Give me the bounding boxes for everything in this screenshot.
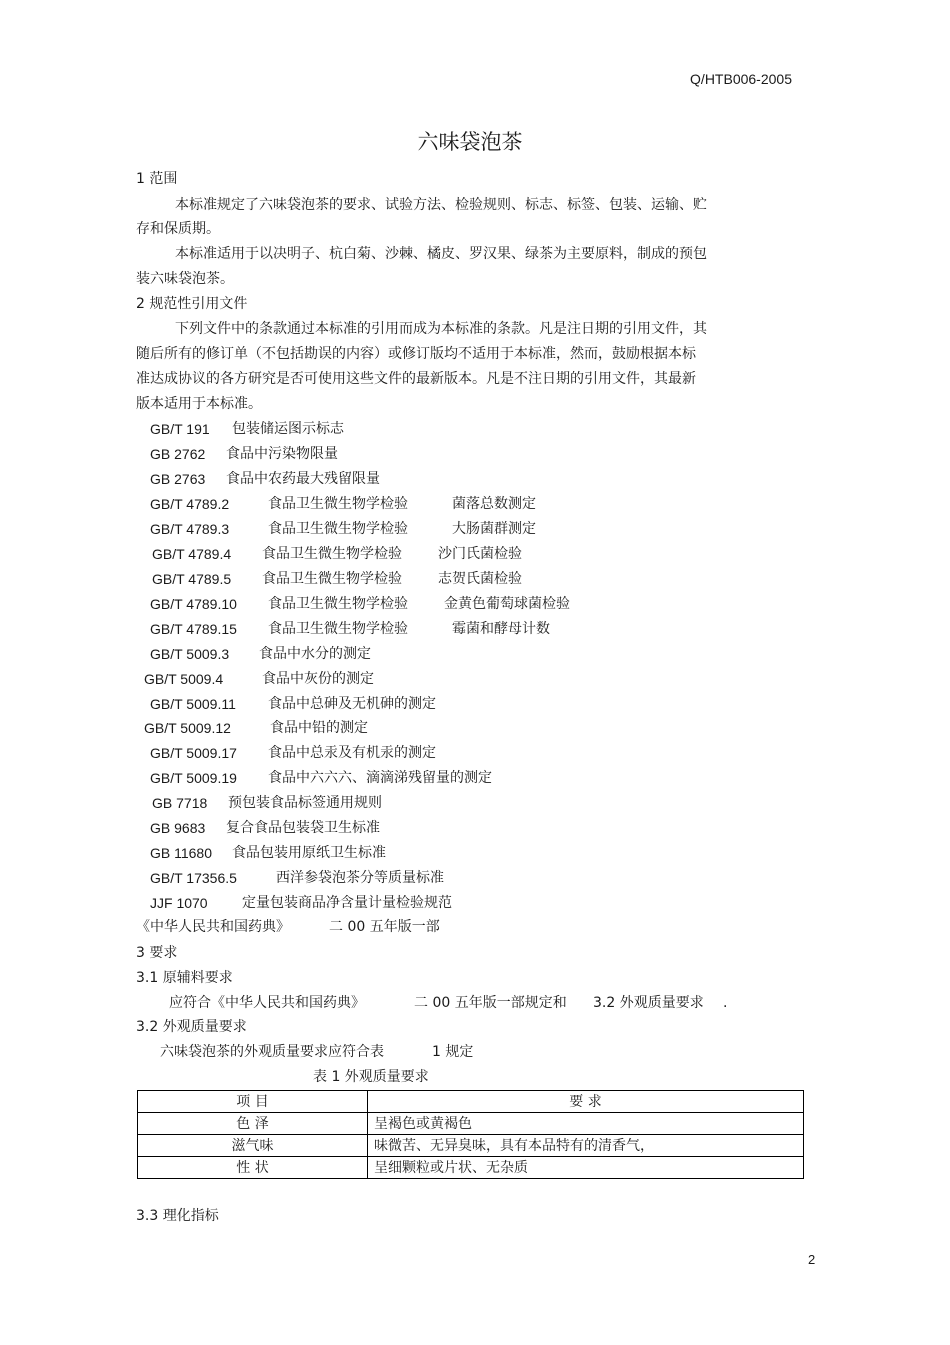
section-1-paragraph-2-line-2: 装六味袋泡茶。 — [136, 271, 234, 287]
reference-code: GB/T 5009.17 — [150, 745, 237, 761]
table-cell-item: 色 泽 — [138, 1113, 368, 1135]
reference-code: GB 11680 — [150, 845, 213, 861]
reference-name: 食品中农药最大残留限量 — [226, 471, 380, 487]
table-cell-item: 滋气味 — [138, 1135, 368, 1157]
reference-name: 食品卫生微生物学检验 — [262, 546, 402, 562]
table-header-requirement: 要 求 — [368, 1091, 804, 1113]
table-header-item: 项 目 — [138, 1091, 368, 1113]
reference-name: 食品卫生微生物学检验 — [268, 496, 408, 512]
table-cell-requirement: 呈褐色或黄褐色 — [368, 1113, 804, 1135]
reference-name: 食品卫生微生物学检验 — [268, 621, 408, 637]
reference-code: GB/T 4789.4 — [152, 546, 232, 562]
reference-code: GB/T 5009.4 — [144, 671, 224, 687]
reference-subtitle: 菌落总数测定 — [452, 496, 536, 512]
reference-name: 食品中总汞及有机汞的测定 — [268, 745, 436, 761]
reference-name: 包装储运图示标志 — [232, 421, 344, 437]
document-title: 六味袋泡茶 — [417, 130, 523, 154]
section-2-paragraph-line-4: 版本适用于本标准。 — [136, 396, 262, 412]
reference-name: 食品卫生微生物学检验 — [268, 596, 408, 612]
section-2-heading: 2 规范性引用文件 — [136, 296, 248, 312]
section-3-2-heading: 3.2 外观质量要求 — [136, 1019, 247, 1035]
reference-subtitle: 沙门氏菌检验 — [438, 546, 522, 562]
reference-name: 食品卫生微生物学检验 — [268, 521, 408, 537]
table-header-row — [138, 1091, 804, 1113]
reference-name: 定量包装商品净含量计量检验规范 — [242, 895, 452, 911]
reference-code: GB/T 5009.3 — [150, 646, 230, 662]
pharmacopoeia-reference-edition: 二 00 五年版一部 — [329, 919, 440, 935]
reference-code: GB/T 5009.12 — [144, 720, 231, 736]
reference-code: GB/T 5009.11 — [150, 696, 236, 712]
reference-code: GB 2762 — [150, 446, 206, 462]
section-3-1-text-cross-reference: 3.2 外观质量要求 — [593, 995, 704, 1011]
reference-name: 预包装食品标签通用规则 — [228, 795, 382, 811]
reference-code: GB/T 4789.10 — [150, 596, 237, 612]
reference-name: 食品中总砷及无机砷的测定 — [268, 696, 436, 712]
section-3-2-text-table-ref: 1 规定 — [432, 1044, 474, 1060]
section-2-paragraph-line-2: 随后所有的修订单（不包括勘误的内容）或修订版均不适用于本标准，然而，鼓励根据本标 — [136, 346, 696, 362]
reference-code: JJF 1070 — [150, 895, 208, 911]
section-3-2-text: 六味袋泡茶的外观质量要求应符合表 — [160, 1044, 384, 1060]
reference-code: GB/T 5009.19 — [150, 770, 237, 786]
section-3-1-text-period: . — [723, 995, 728, 1011]
table-cell-item: 性 状 — [138, 1157, 368, 1179]
page-number: 2 — [808, 1252, 816, 1267]
section-1-paragraph-1-line-2: 存和保质期。 — [136, 221, 220, 237]
reference-name: 食品包装用原纸卫生标准 — [232, 845, 386, 861]
table-row — [138, 1113, 804, 1135]
table-cell-requirement: 味微苦、无异臭味，具有本品特有的清香气， — [368, 1135, 804, 1157]
reference-name: 食品中污染物限量 — [226, 446, 338, 462]
section-3-heading: 3 要求 — [136, 945, 178, 961]
reference-code: GB/T 4789.3 — [150, 521, 230, 537]
table-caption: 表 1 外观质量要求 — [313, 1069, 429, 1085]
section-2-paragraph-line-3: 准达成协议的各方研究是否可使用这些文件的最新版本。凡是不注日期的引用文件，其最新 — [136, 371, 696, 387]
document-code: Q/HTB006-2005 — [690, 71, 792, 87]
reference-code: GB 7718 — [152, 795, 208, 811]
table-row — [138, 1157, 804, 1179]
reference-subtitle: 金黄色葡萄球菌检验 — [444, 596, 570, 612]
section-1-paragraph-2-line-1: 本标准适用于以决明子、杭白菊、沙棘、橘皮、罗汉果、绿茶为主要原料，制成的预包 — [175, 246, 707, 262]
reference-code: GB/T 191 — [150, 421, 210, 437]
reference-code: GB 2763 — [150, 471, 206, 487]
section-3-1-text-edition: 二 00 五年版一部规定和 — [414, 995, 567, 1011]
reference-code: GB/T 17356.5 — [150, 870, 237, 886]
reference-name: 食品中灰份的测定 — [262, 671, 374, 687]
reference-subtitle: 霉菌和酵母计数 — [452, 621, 550, 637]
section-2-paragraph-line-1: 下列文件中的条款通过本标准的引用而成为本标准的条款。凡是注日期的引用文件，其 — [175, 321, 707, 337]
appearance-quality-table — [137, 1090, 804, 1179]
reference-code: GB 9683 — [150, 820, 206, 836]
section-1-paragraph-1-line-1: 本标准规定了六味袋泡茶的要求、试验方法、检验规则、标志、标签、包装、运输、贮 — [175, 197, 707, 213]
reference-subtitle: 志贺氏菌检验 — [438, 571, 522, 587]
reference-code: GB/T 4789.5 — [152, 571, 232, 587]
section-1-heading: 1 范围 — [136, 171, 178, 187]
reference-code: GB/T 4789.15 — [150, 621, 237, 637]
section-3-3-heading: 3.3 理化指标 — [136, 1208, 219, 1224]
table-row — [138, 1135, 804, 1157]
reference-subtitle: 大肠菌群测定 — [452, 521, 536, 537]
section-3-1-heading: 3.1 原辅料要求 — [136, 970, 233, 986]
table-cell-requirement: 呈细颗粒或片状、无杂质 — [368, 1157, 804, 1179]
reference-name: 复合食品包装袋卫生标准 — [226, 820, 380, 836]
reference-name: 食品中六六六、滴滴涕残留量的测定 — [268, 770, 492, 786]
pharmacopoeia-reference-name: 《中华人民共和国药典》 — [136, 919, 290, 935]
reference-name: 食品中铅的测定 — [270, 720, 368, 736]
reference-name: 食品卫生微生物学检验 — [262, 571, 402, 587]
reference-code: GB/T 4789.2 — [150, 496, 230, 512]
reference-name: 食品中水分的测定 — [259, 646, 371, 662]
section-3-1-text: 应符合《中华人民共和国药典》 — [169, 995, 365, 1011]
reference-name: 西洋参袋泡茶分等质量标准 — [276, 870, 444, 886]
